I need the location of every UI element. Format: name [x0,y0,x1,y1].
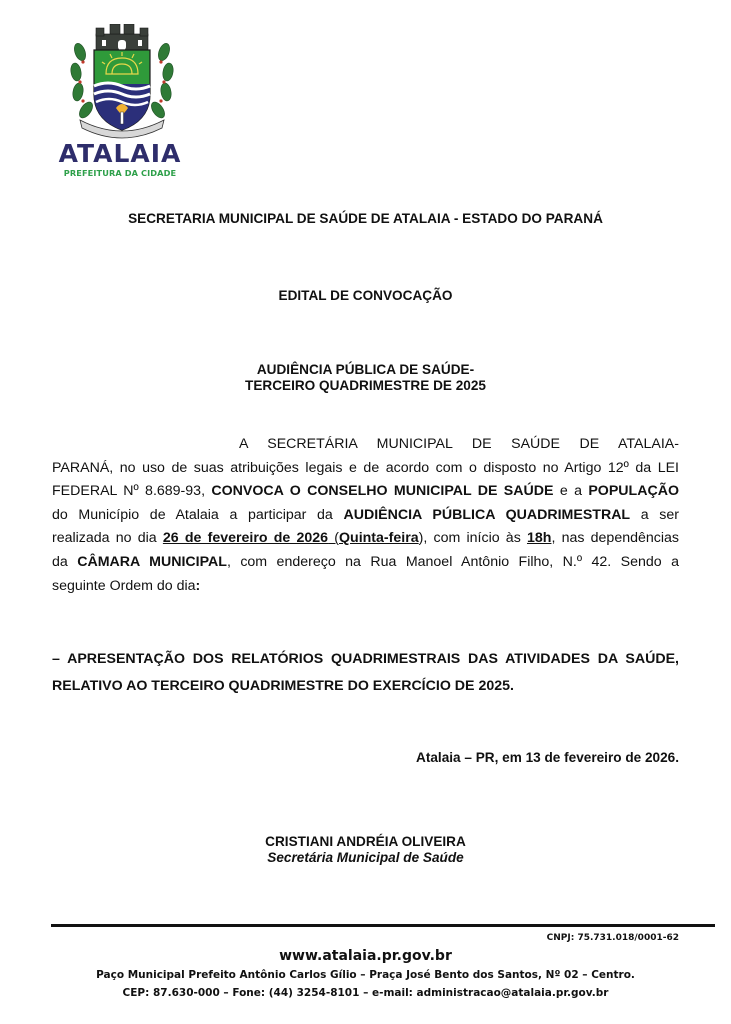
paragraph-text: realizada no dia [52,530,163,547]
paragraph-text: a ser [630,506,680,523]
paragraph-text: , com endereço na Rua Manoel Antônio Filho, N.º 42. Sendo a [226,554,679,570]
agenda-line: RELATIVO AO TERCEIRO QUADRIMESTRE DO EXERCÍCIO DE 2025. [52,678,514,694]
city-logo [52,18,188,180]
place-and-date: Atalaia – PR, em 13 de fevereiro de 2026. [416,750,679,765]
logo-subtitle: PREFEITURA DA CIDADE [63,168,177,178]
coat-of-arms-icon [66,24,178,142]
paragraph-text: A SECRETÁRIA MUNICIPAL DE SAÚDE DE ATALAIA- [239,436,679,452]
paragraph-text: PARANÁ, no uso de suas atribuições legais e de acordo com o disposto no Artigo 12º da LEI [52,459,679,476]
paragraph-line [52,480,679,504]
paragraph-text: : [195,577,201,594]
footer-cnpj: CNPJ: 75.731.018/0001-62 [546,933,679,943]
paragraph-line [52,575,679,599]
paragraph-text: FEDERAL Nº 8.689-93, [52,483,212,500]
paragraph-line [52,551,679,575]
document-subtitle-line1: AUDIÊNCIA PÚBLICA DE SAÚDE- [256,362,475,377]
paragraph-text: e a [553,483,589,500]
document-subtitle-line2: TERCEIRO QUADRIMESTRE DE 2025 [245,378,486,393]
populacao-text: POPULAÇÃO [588,483,679,500]
agenda-line: – APRESENTAÇÃO DOS RELATÓRIOS QUADRIMESTRAIS DAS ATIVIDADES DA SAÚDE, [52,651,679,667]
logo-city-name: ATALAIA [58,139,182,168]
paragraph-text: , nas dependências [551,530,679,547]
convocation-paragraph [52,433,679,603]
paragraph-line [52,527,679,551]
signer-role: Secretária Municipal de Saúde [267,850,464,865]
signer-name: CRISTIANI ANDRÉIA OLIVEIRA [265,834,466,849]
paragraph-text: da [52,554,78,570]
event-date: 26 de fevereiro de 2026 [162,530,329,547]
paragraph-line [52,504,679,528]
venue-text: CÂMARA MUNICIPAL [77,554,227,570]
paragraph-text: ( [328,530,339,547]
audiencia-text: AUDIÊNCIA PÚBLICA QUADRIMESTRAL [343,506,631,523]
document-title: EDITAL DE CONVOCAÇÃO [278,288,453,303]
footer-website-link[interactable]: www.atalaia.pr.gov.br [279,948,452,964]
organization-heading: SECRETARIA MUNICIPAL DE SAÚDE DE ATALAIA - ESTADO DO PARANÁ [128,211,603,226]
paragraph-text: seguinte Ordem do dia [52,577,196,594]
footer-address: Paço Municipal Prefeito Antônio Carlos Gílio – Praça José Bento dos Santos, Nº 02 – Centro. [96,969,635,981]
agenda-item [52,646,679,706]
paragraph-line [52,457,679,481]
footer-divider [51,924,715,927]
footer-contact: CEP: 87.630-000 – Fone: (44) 3254-8101 – e-mail: administracao@atalaia.pr.gov.br [122,987,609,999]
event-weekday: Quinta-feira [339,530,419,547]
paragraph-text: do Município de Atalaia a participar da [52,506,344,523]
paragraph-text: ), com início às [418,530,527,547]
paragraph-line [239,433,679,457]
convoca-conselho-text: CONVOCA O CONSELHO MUNICIPAL DE SAÚDE [211,483,554,500]
event-time: 18h [526,530,552,547]
